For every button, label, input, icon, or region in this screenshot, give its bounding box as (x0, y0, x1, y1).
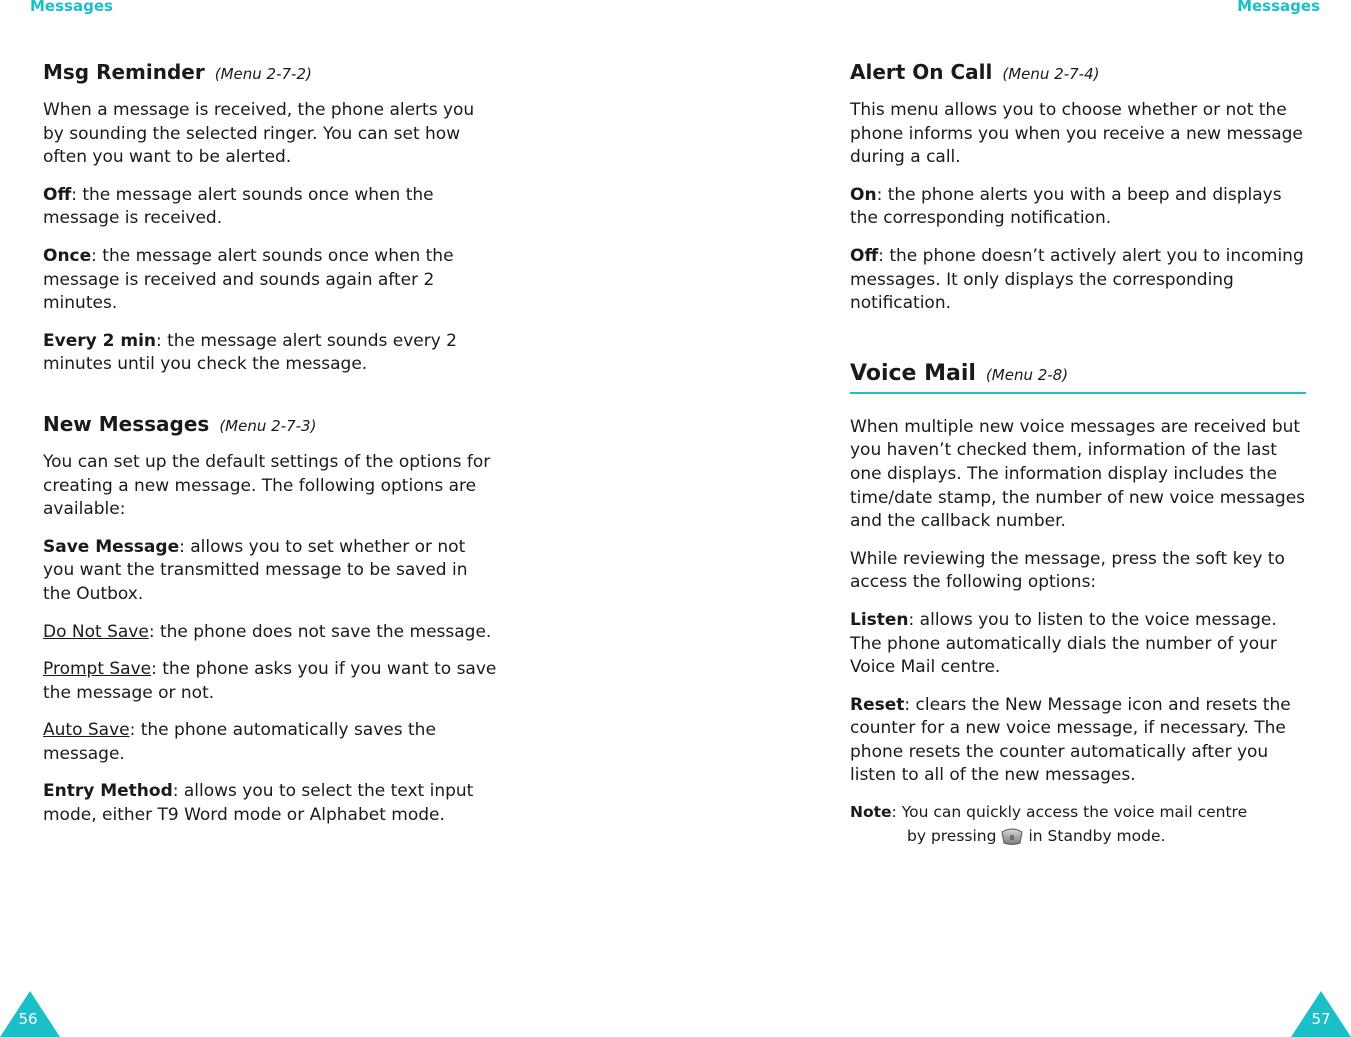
msg-reminder-intro: When a message is received, the phone alerts you by sounding the selected ringer. You can set how often you want to be alerted. (43, 100, 475, 168)
option-term: Every 2 min (43, 330, 156, 351)
option-term: Once (43, 245, 92, 266)
voice-mail-option-listen (850, 609, 1306, 680)
left-page-number: 56 (18, 1010, 38, 1028)
option-text: : the phone asks you if you want to save the message or not. (43, 659, 497, 703)
option-text: : the phone does not save the message. (148, 621, 492, 642)
option-term: Auto Save (43, 720, 130, 741)
option-text: : the phone alerts you with a beep and displays the corresponding notification. (850, 184, 1282, 229)
alert-on-call-option-off (850, 245, 1306, 316)
option-text: : the phone doesn’t actively alert you to incoming messages. It only displays the corresponding notification. (850, 245, 1304, 314)
alert-on-call-menu-ref: (Menu 2-7-4) (1002, 65, 1100, 83)
msg-reminder-menu-ref: (Menu 2-7-2) (214, 65, 312, 83)
option-term: Reset (850, 694, 905, 715)
voicemail-key-icon (1000, 827, 1024, 845)
new-messages-intro: You can set up the default settings of the options for creating a new message. The following options are available: (43, 451, 491, 520)
msg-reminder-option-off (43, 184, 499, 231)
option-text: : clears the New Message icon and resets the counter for a new voice message, if necessary. The phone resets the counter automatically after you listen to all of the new messages. (850, 694, 1291, 786)
left-page-header: Messages (30, 0, 113, 15)
note-label: Note (850, 803, 892, 822)
right-page-header: Messages (1237, 0, 1320, 15)
left-page-content (43, 59, 499, 842)
msg-reminder-option-every-2-min (43, 330, 499, 377)
save-message-option (43, 536, 499, 607)
new-messages-menu-ref: (Menu 2-7-3) (219, 416, 317, 435)
voice-mail-title: Voice Mail (850, 360, 976, 386)
right-page-content (850, 59, 1306, 848)
option-text: : allows you to listen to the voice message. The phone automatically dials the number of your Voice Mail centre. (850, 609, 1277, 678)
option-text: : the message alert sounds once when the message is received. (43, 184, 434, 229)
msg-reminder-option-once (43, 245, 499, 316)
option-term: Prompt Save (43, 659, 152, 680)
option-term: Save Message (43, 536, 180, 557)
option-term: Listen (850, 609, 909, 630)
msg-reminder-title: Msg Reminder (43, 60, 205, 84)
option-term: Off (43, 184, 72, 205)
entry-method-option (43, 780, 499, 827)
option-term: Off (850, 245, 879, 266)
option-text: : the phone automatically saves the message. (43, 720, 436, 764)
alert-on-call-option-on (850, 184, 1306, 231)
voice-mail-menu-ref: (Menu 2-8) (985, 365, 1069, 384)
voice-mail-intro: When multiple new voice messages are received but you haven’t checked them, information of the last one displays. The information display includes the time/date stamp, the number of new voice messages and the callback number. (850, 416, 1306, 532)
alert-on-call-title: Alert On Call (850, 60, 993, 84)
new-messages-heading (43, 411, 499, 439)
option-text: : allows you to select the text input mode, either T9 Word mode or Alphabet mode. (43, 781, 474, 826)
msg-reminder-heading (43, 59, 499, 87)
option-term: Entry Method (43, 781, 173, 802)
auto-save-option (43, 719, 499, 766)
option-text: : allows you to set whether or not you want the transmitted message to be saved in the Outbox. (43, 536, 468, 604)
note-text: : You can quickly access the voice mail centre (891, 803, 1248, 822)
alert-on-call-intro: This menu allows you to choose whether or not the phone informs you when you receive a new message during a call. (850, 100, 1303, 168)
alert-on-call-heading (850, 59, 1306, 87)
option-text: : the message alert sounds once when the message is received and sounds again after 2 minutes. (43, 245, 454, 314)
option-text: : the message alert sounds every 2 minutes until you check the message. (43, 330, 458, 375)
note-line2-after: in Standby mode. (1028, 827, 1166, 846)
note-line2-before: by pressing (907, 827, 997, 846)
voice-mail-heading (850, 360, 1306, 394)
option-term: On (850, 184, 877, 205)
note-line-2 (850, 824, 1306, 848)
new-messages-title: New Messages (43, 411, 210, 436)
voice-mail-reviewing: While reviewing the message, press the soft key to access the following options: (850, 548, 1285, 593)
voice-mail-option-reset (850, 694, 1306, 788)
do-not-save-option (43, 621, 499, 645)
prompt-save-option (43, 658, 499, 705)
option-term: Do Not Save (43, 621, 149, 642)
svg-text:8: 8 (1010, 834, 1015, 843)
right-page-number: 57 (1311, 1010, 1331, 1028)
voice-mail-note (850, 800, 1306, 848)
